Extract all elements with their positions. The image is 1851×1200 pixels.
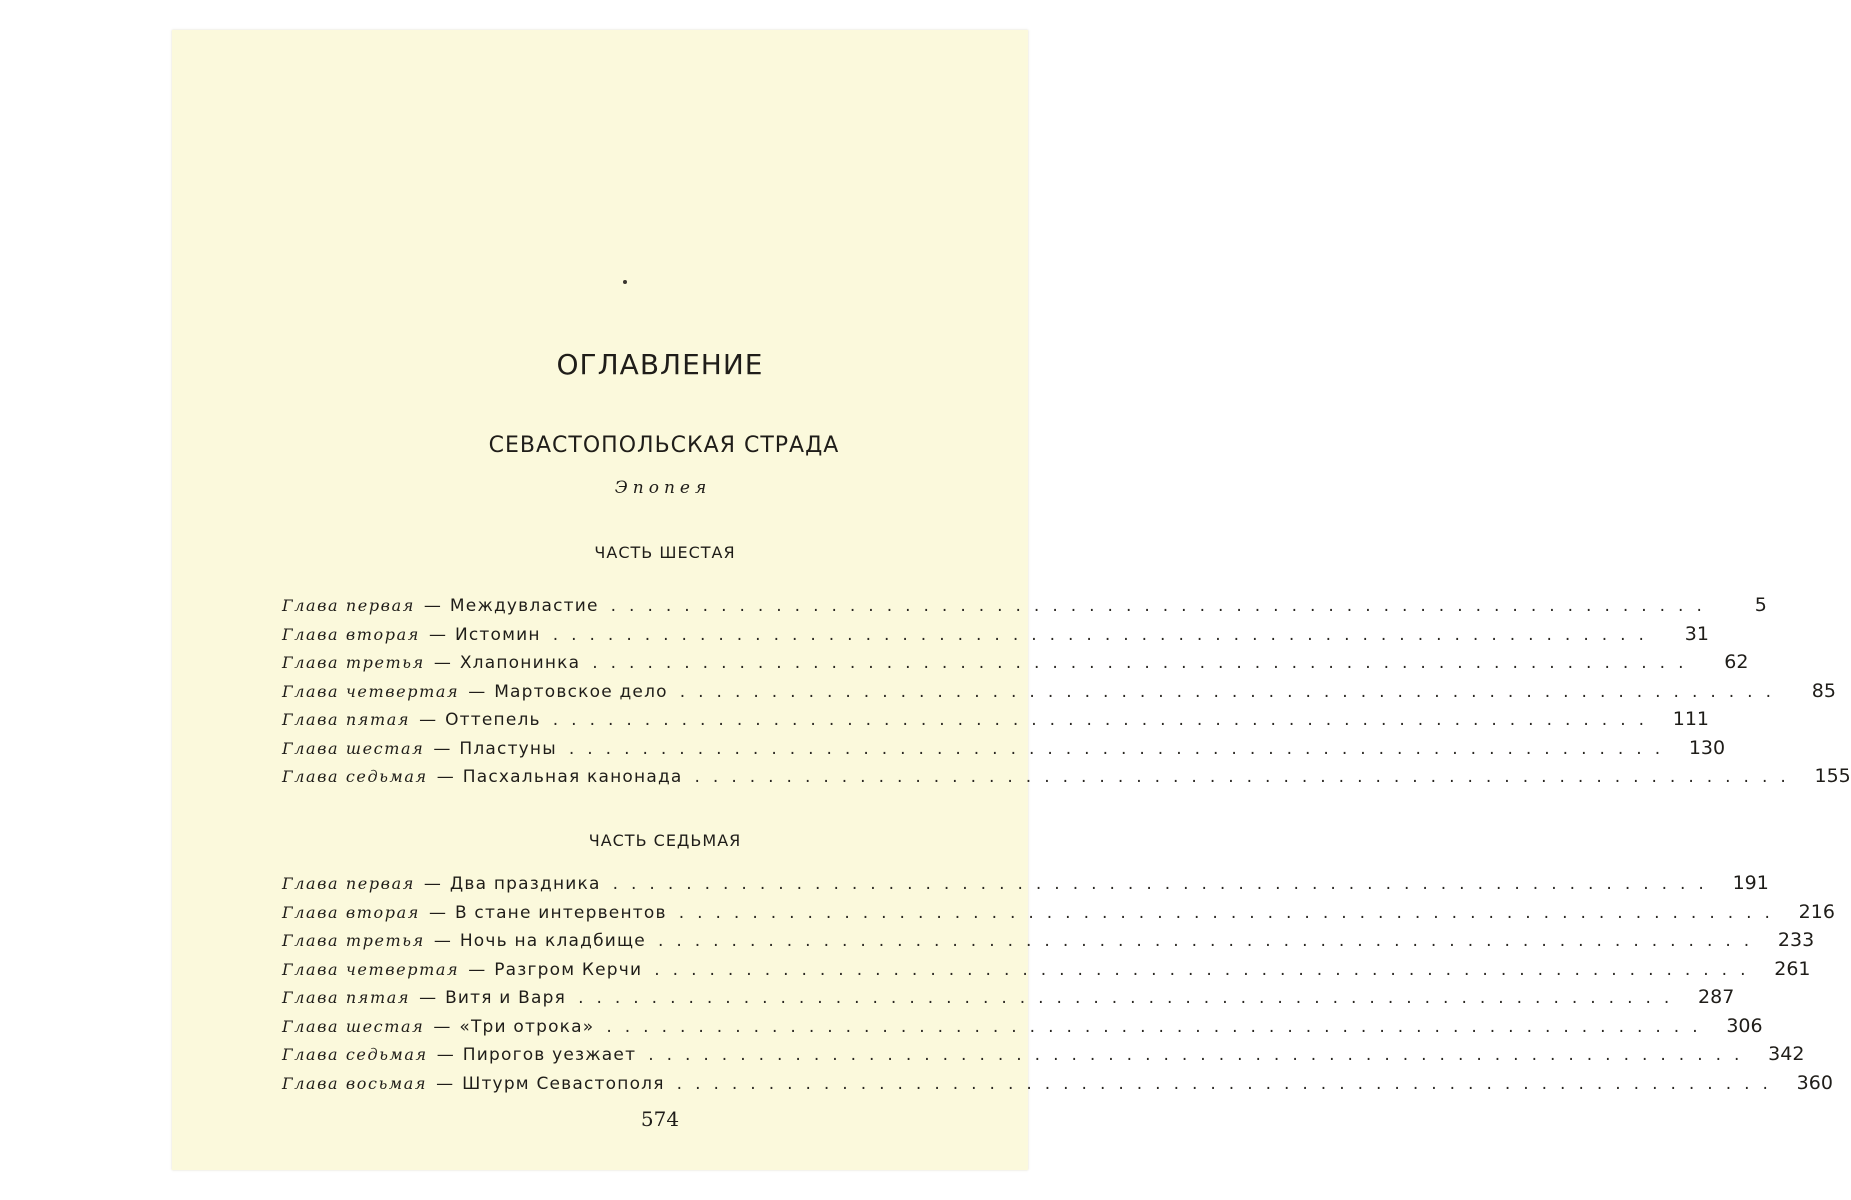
work-genre: Эпопея [614,478,712,498]
toc-entry-dot-leader: ............................................................ [578,988,1683,1008]
page-title: ОГЛАВЛЕНИЕ [556,348,764,381]
toc-entry [282,736,1726,766]
toc-entry-page: 306 [1726,1014,1763,1037]
toc-entry-chapter: Глава третья [282,931,425,950]
toc-entry [282,872,1769,901]
toc-entry [282,622,1709,652]
toc-entry-separator: — [468,959,486,980]
toc-entry-title: Пасхальная канонада [462,767,683,787]
toc-entry-title: Пластуны [459,738,557,759]
toc-entry [282,957,1811,987]
toc-entry-dot-leader: ............................................................ [610,596,1715,616]
toc-entry-chapter: Глава седьмая [282,1045,428,1064]
toc-entry-chapter: Глава вторая [282,902,420,922]
toc-entry-separator: — [423,596,441,616]
toc-entry-dot-leader: ............................................................ [552,624,1657,645]
toc-entry-page: 62 [1724,651,1749,673]
toc-list-part-6 [282,594,1851,794]
toc-entry-dot-leader: ............................................................ [552,710,1658,730]
toc-entry-separator: — [436,1045,454,1065]
toc-entry-title: Штурм Севастополя [462,1073,665,1094]
toc-entry-title: В стане интервентов [454,902,667,923]
toc-entry-page: 5 [1754,594,1767,616]
toc-entry [282,651,1749,680]
toc-entry-separator: — [419,988,437,1008]
toc-entry-chapter: Глава шестая [282,1016,425,1036]
toc-entry-page: 360 [1796,1071,1833,1094]
toc-entry-chapter: Глава вторая [282,624,420,644]
toc-entry-chapter: Глава первая [282,596,415,615]
toc-entry-separator: — [436,767,454,787]
toc-entry-title: Два праздника [449,874,601,894]
toc-entry-title: Оттепель [445,710,541,730]
toc-entry-chapter: Глава четвертая [282,959,460,979]
toc-entry [282,1043,1805,1072]
toc-entry [282,679,1836,709]
toc-entry [282,765,1851,794]
toc-entry-page: 130 [1688,736,1726,759]
toc-entry-page: 287 [1698,986,1735,1008]
toc-entry-separator: — [433,1016,451,1037]
toc-entry-dot-leader: ............................................................ [568,738,1674,759]
print-speck [623,280,627,284]
toc-entry-chapter: Глава пятая [282,988,411,1007]
toc-entry-page: 191 [1732,872,1769,894]
part-heading-7: ЧАСТЬ СЕДЬМАЯ [588,831,742,850]
toc-entry-dot-leader: ............................................................ [612,874,1717,894]
toc-entry-separator: — [468,681,486,702]
toc-entry-separator: — [433,738,451,759]
toc-entry-page: 342 [1768,1043,1805,1065]
toc-entry-page: 85 [1811,679,1836,702]
toc-entry-page: 216 [1798,900,1835,923]
toc-entry-separator: — [436,1073,454,1094]
toc-entry [282,1071,1833,1101]
toc-entry-chapter: Глава первая [282,874,415,893]
toc-entry-title: Мартовское дело [494,681,668,702]
toc-entry [282,708,1710,737]
toc-entry-title: «Три отрока» [459,1016,595,1037]
toc-entry-chapter: Глава пятая [282,710,411,729]
toc-entry-page: 233 [1777,929,1815,951]
toc-entry-title: Ночь на кладбище [459,931,646,951]
toc-entry-title: Междувластие [449,596,599,616]
toc-entry-chapter: Глава третья [282,653,425,672]
toc-entry-separator: — [423,874,441,894]
toc-entry-separator: — [433,653,451,673]
page-number: 574 [640,1107,680,1131]
toc-entry-dot-leader: ............................................................ [676,1073,1781,1094]
toc-entry-dot-leader: ............................................................ [657,931,1763,951]
part-heading-6: ЧАСТЬ ШЕСТАЯ [594,543,736,562]
toc-entry-title: Хлапонинка [459,653,581,673]
toc-entry-title: Истомин [454,624,541,645]
toc-entry-separator: — [433,931,451,951]
toc-entry [282,986,1735,1015]
book-page [172,30,1851,1170]
toc-entry-dot-leader: ............................................................ [678,902,1783,923]
work-title: СЕВАСТОПОЛЬСКАЯ СТРАДА [488,433,840,458]
toc-entry-dot-leader: ............................................................ [648,1045,1753,1065]
toc-entry-dot-leader: ............................................................ [694,767,1799,787]
toc-entry-separator: — [428,624,446,645]
toc-entry-page: 111 [1672,708,1710,730]
toc-entry [282,900,1835,930]
toc-entry-dot-leader: ............................................................ [679,681,1784,702]
toc-entry [282,929,1815,958]
toc-entry-separator: — [419,710,437,730]
toc-entry-dot-leader: ............................................................ [606,1016,1711,1037]
toc-entry-dot-leader: ............................................................ [654,959,1759,980]
toc-entry-chapter: Глава седьмая [282,767,428,786]
toc-entry-chapter: Глава четвертая [282,681,460,701]
toc-entry-chapter: Глава восьмая [282,1073,428,1093]
toc-entry-title: Пирогов уезжает [462,1045,637,1065]
toc-entry-dot-leader: ............................................................ [592,653,1697,673]
toc-entry-page: 155 [1814,765,1851,787]
toc-entry-title: Разгром Керчи [494,959,643,980]
toc-entry-title: Витя и Варя [445,988,567,1008]
toc-list-part-7 [282,872,1835,1100]
toc-entry-chapter: Глава шестая [282,738,425,758]
toc-entry-separator: — [428,902,446,923]
toc-entry-page: 31 [1684,622,1709,645]
toc-entry-page: 261 [1774,957,1811,980]
toc-entry [282,1014,1763,1044]
toc-entry [282,594,1767,623]
